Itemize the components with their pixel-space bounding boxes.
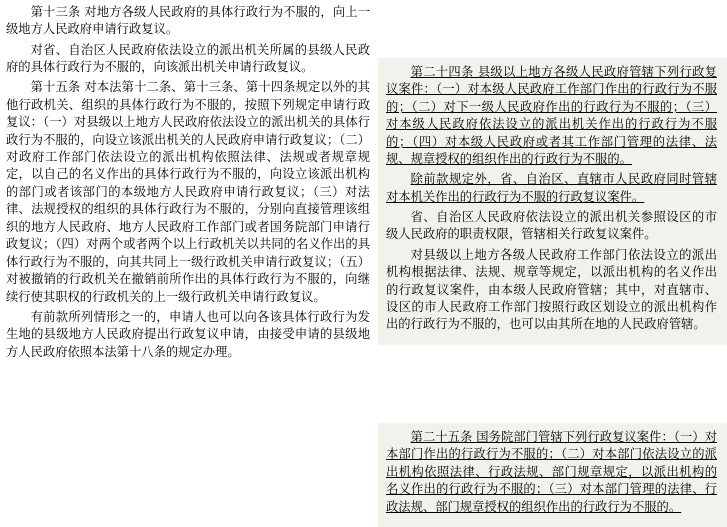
paragraph-article-15-2: 有前款所列情形之一的，申请人也可以向各该具体行政行为发生地的县级地方人民政府提出行政复议申请，由接受申请的县级地方人民政府依照本法第十八条的规定办理。 xyxy=(6,309,370,359)
paragraph-article-24-1: 第二十四条 县级以上地方各级人民政府管辖下列行政复议案件：（一）对本级人民政府工作部门作出的行政行为不服的；（二）对下一级人民政府作出的行政行为不服的；（三）对本级人民政府依法设立的派出机关作出的行政行为不服的；（四）对本级人民政府或者其工作部门管理的法律、法规、规章授权的组织作出的行政行为不服的。 xyxy=(386,65,717,167)
paragraph-article-24-4: 对县级以上地方各级人民政府工作部门依法设立的派出机构根据法律、法规、规章等规定，以派出机构的名义作出的行政复议案件，由本级人民政府管辖；其中，对直辖市、设区的市人民政府工作部门按照行政区划设立的派出机构作出的行政行为不服的，也可以由其所在地的人民政府管辖。 xyxy=(386,247,717,332)
right-block-article-24 xyxy=(378,58,727,345)
paragraph-article-24-2: 除前款规定外，省、自治区、直辖市人民政府同时管辖对本机关作出的行政行为不服的行政复议案件。 xyxy=(386,172,717,204)
paragraph-article-15: 第十五条 对本法第十二条、第十三条、第十四条规定以外的其他行政机关、组织的具体行政行为不服的，按照下列规定申请行政复议：（一）对县级以上地方人民政府依法设立的派出机关的具体行政行为不服的，向设立该派出机关的人民政府申请行政复议；（二）对政府工作部门依法设立的派出机构依照法律、法规或者规章规定，以自己的名义作出的具体行政行为不服的，向设立该派出机构的部门或者该部门的本级地方人民政府申请行政复议；（三）对法律、法规授权的组织的具体行政行为不服的，分别向直接管理该组织的地方人民政府、地方人民政府工作部门或者国务院部门申请行政复议；（四）对两个或者两个以上行政机关以共同的名义作出的具体行政行为不服的，向其共同上一级行政机关申请行政复议；（五）对被撤销的行政机关在撤销前所作出的具体行政行为不服的，向继续行使其职权的行政机关的上一级行政机关申请行政复议。 xyxy=(6,80,370,304)
right-block-article-25 xyxy=(378,423,727,527)
paragraph-article-24-3: 省、自治区人民政府依法设立的派出机关参照设区的市级人民政府的职责权限，管辖相关行政复议案件。 xyxy=(386,210,717,242)
left-column xyxy=(0,0,378,364)
paragraph-article-13-2: 对省、自治区人民政府依法设立的派出机关所属的县级人民政府的具体行政行为不服的，向该派出机关申请行政复议。 xyxy=(6,42,370,75)
paragraph-article-25-1: 第二十五条 国务院部门管辖下列行政复议案件：（一）对本部门作出的行政行为不服的；（二）对本部门依法设立的派出机构依照法律、行政法规、部门规章规定，以派出机构的名义作出的行政行为不服的；（三）对本部门管理的法律、行政法规、部门规章授权的组织作出的行政行为不服的。 xyxy=(386,430,717,514)
paragraph-article-13: 第十三条 对地方各级人民政府的具体行政行为不服的，向上一级地方人民政府申请行政复议。 xyxy=(6,5,370,37)
